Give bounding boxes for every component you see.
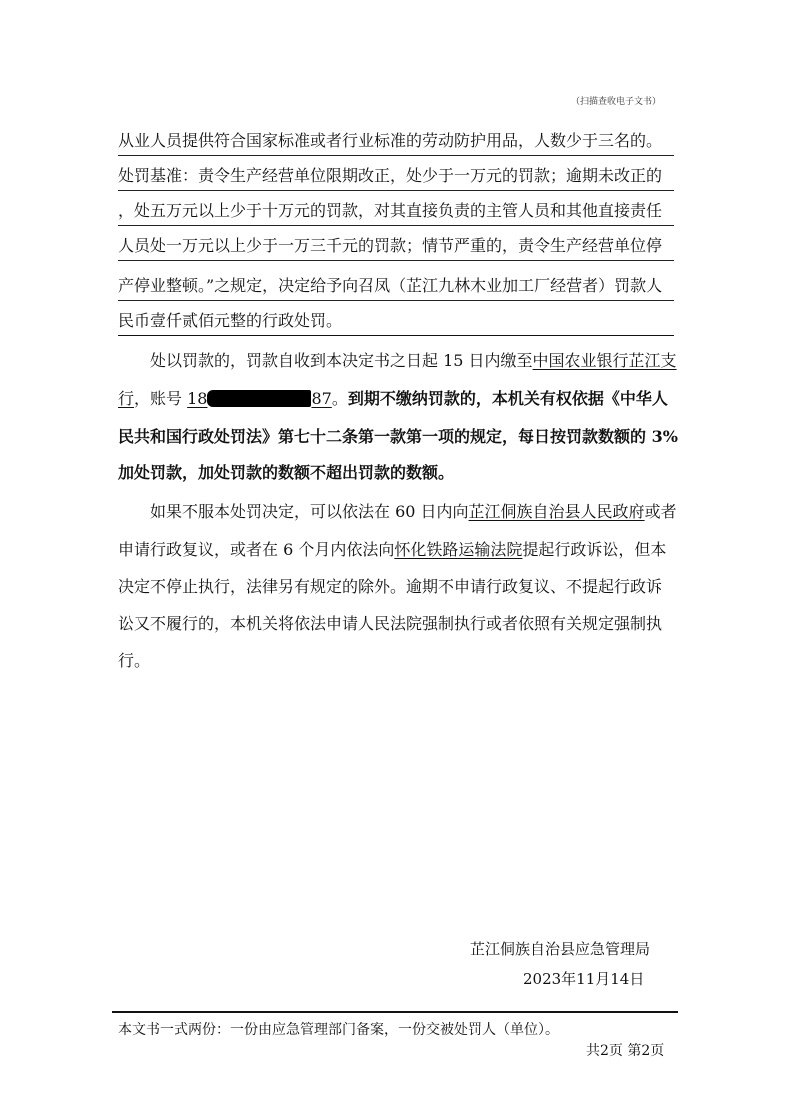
period: 。 [331,389,348,408]
page-number: 共2页 第2页 [586,1043,665,1059]
appeal-text: 如果不服本处罚决定，可以依法在 60 日内向 [150,502,469,521]
appeal-line-3: 决定不停止执行，法律另有规定的除外。逾期不申请行政复议、不提起行政诉 [118,577,663,596]
penalty-warning: 到期不缴纳罚款的，本机关有权依据《中华人 [347,389,668,408]
account-label: ，账号 [134,389,188,408]
paragraph-line: 处罚基准：责令生产经营单位限期改正，处少于一万元的罚款；逾期未改正的 [118,166,674,191]
footer-divider [112,1011,678,1013]
issuing-organization: 芷江侗族自治县应急管理局 [470,940,651,958]
issue-date: 2023年11月14日 [523,970,645,988]
payment-line-1 [118,351,706,371]
paragraph-line: ，处五万元以上少于十万元的罚款，对其直接负责的主管人员和其他直接责任 [118,201,674,226]
footer-note: 本文书一式两份：一份由应急管理部门备案，一份交被处罚人（单位）。 [118,1022,559,1038]
bank-name: 中国农业银行芷江支 [532,351,677,370]
header-note: （扫描查收电子文书） [570,97,661,107]
paragraph-line: 产停业整顿。”之规定，决定给予向召凤（芷江九林木业加工厂经营者）罚款人 [118,276,674,301]
bank-name-cont: 行 [118,389,135,408]
appeal-line-4: 讼又不履行的，本机关将依法申请人民法院强制执行或者依照有关规定强制执 [118,614,663,633]
payment-line-2 [118,389,674,409]
court-name: 怀化铁路运输法院 [394,540,523,559]
appeal-text: 或者 [644,502,677,521]
appeal-line-1 [118,502,706,522]
paragraph-line: 从业人员提供符合国家标准或者行业标准的劳动防护用品，人数少于三名的。 [118,131,674,156]
penalty-warning-line: 民共和国行政处罚法》第七十二条第一款第一项的规定，每日按罚款数额的 3% [118,427,678,446]
appeal-text: 申请行政复议，或者在 6 个月内依法向 [118,540,395,559]
payment-text: 处以罚款的，罚款自收到本决定书之日起 15 日内缴至 [150,351,533,370]
paragraph-line: 民币壹仟贰佰元整的行政处罚。 [118,311,674,336]
appeal-text: 提起行政诉讼，但本 [522,540,667,559]
government-name: 芷江侗族自治县人民政府 [468,502,645,521]
account-suffix: 87 [311,389,332,408]
account-prefix: 18 [187,389,208,408]
paragraph-line: 人员处一万元以上少于一万三千元的罚款；情节严重的，责令生产经营单位停 [118,236,674,261]
appeal-line-5: 行。 [118,651,151,670]
account-number [187,389,332,408]
appeal-line-2 [118,540,674,560]
redaction-block [207,390,311,407]
penalty-warning-line: 加处罚款，加处罚款的数额不超出罚款的数额。 [118,463,455,482]
